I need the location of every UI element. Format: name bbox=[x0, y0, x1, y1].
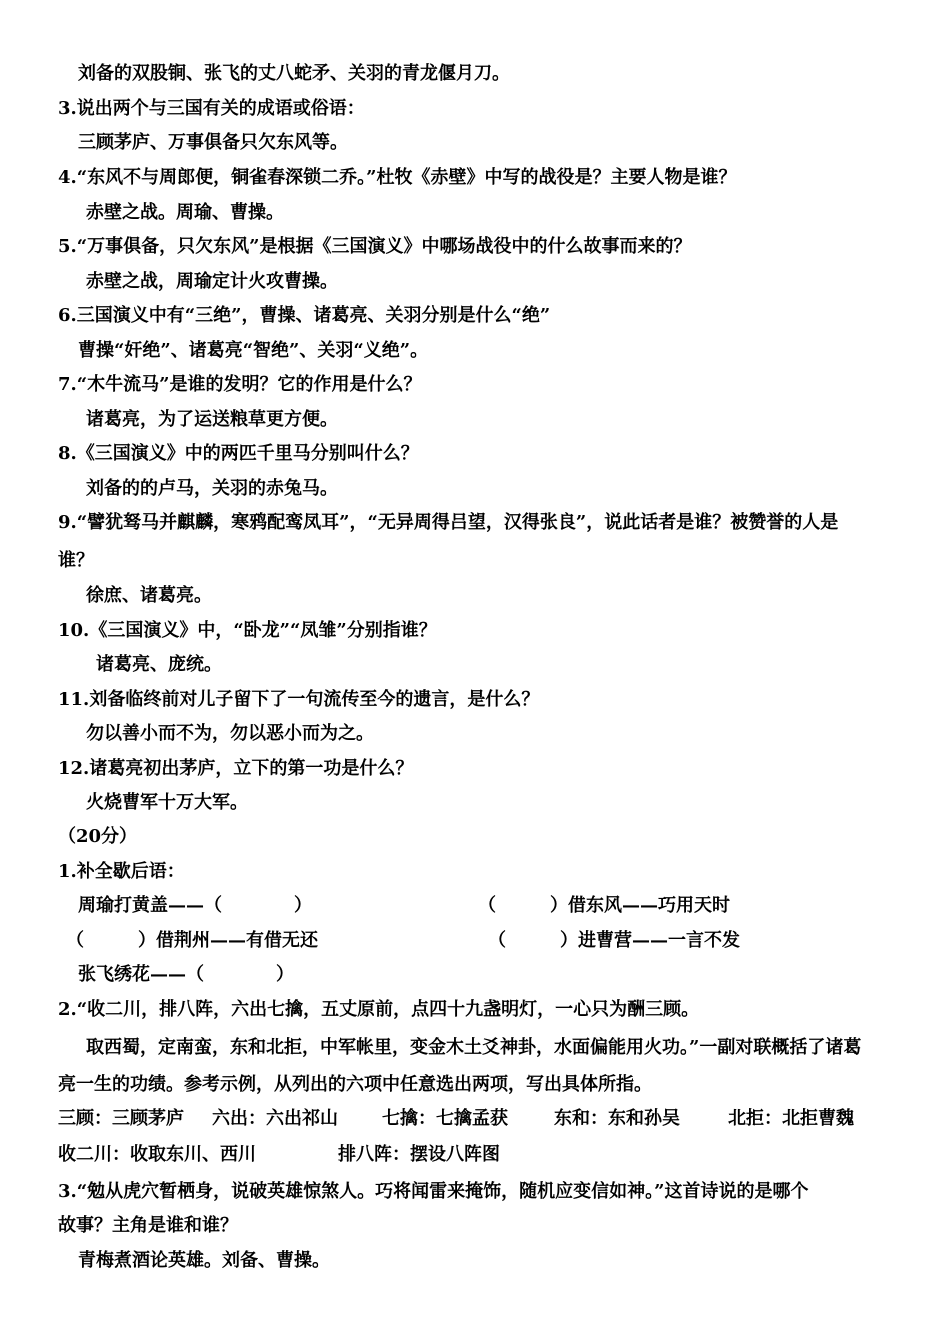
answer-4: 赤壁之战。周瑜、曹操。 bbox=[86, 202, 284, 223]
question-6: 6.三国演义中有“三绝”，曹操、诸葛亮、关羽分别是什么“绝” bbox=[58, 305, 551, 326]
xiehouyu-item: （ ）借东风——巧用天时 bbox=[478, 895, 730, 916]
question-12: 12.诸葛亮初出茅庐，立下的第一功是什么？ bbox=[58, 758, 414, 779]
question-9-continued: 谁？ bbox=[58, 550, 94, 571]
xiehouyu-item: 张飞绣花——（ ） bbox=[78, 964, 294, 985]
part2-question-2: 2.“收二川，排八阵，六出七擒，五丈原前，点四十九盏明灯，一心只为酬三顾。 bbox=[58, 999, 700, 1020]
example-item: 东和：东和孙吴 bbox=[554, 1108, 680, 1129]
answer-6: 曹操“奸绝”、诸葛亮“智绝”、关羽“义绝”。 bbox=[78, 340, 429, 361]
question-5: 5.“万事俱备，只欠东风”是根据《三国演义》中哪场战役中的什么故事而来的？ bbox=[58, 236, 692, 257]
answer-11: 勿以善小而不为，勿以恶小而为之。 bbox=[86, 723, 374, 744]
example-item: 收二川：收取东川、西川 bbox=[58, 1144, 256, 1165]
answer-10: 诸葛亮、庞统。 bbox=[96, 654, 222, 675]
part2-question-1: 1.补全歇后语： bbox=[58, 861, 185, 882]
example-item: 排八阵：摆设八阵图 bbox=[338, 1144, 500, 1165]
answer-7: 诸葛亮，为了运送粮草更方便。 bbox=[86, 409, 338, 430]
answer-5: 赤壁之战，周瑜定计火攻曹操。 bbox=[86, 271, 338, 292]
example-item: 三顾：三顾茅庐 bbox=[58, 1108, 184, 1129]
example-item: 北拒：北拒曹魏 bbox=[728, 1108, 854, 1129]
xiehouyu-item: 周瑜打黄盖——（ ） bbox=[78, 895, 312, 916]
xiehouyu-item: （ ）借荆州——有借无还 bbox=[66, 930, 318, 951]
question-4: 4.“东风不与周郎便，铜雀春深锁二乔。”杜牧《赤壁》中写的战役是？主要人物是谁？ bbox=[58, 167, 737, 188]
example-item: 七擒：七擒孟获 bbox=[382, 1108, 508, 1129]
part2-question-3-continued: 故事？主角是谁和谁？ bbox=[58, 1215, 238, 1236]
question-11: 11.刘备临终前对儿子留下了一句流传至今的遗言，是什么？ bbox=[58, 689, 540, 710]
question-3: 3.说出两个与三国有关的成语或俗语： bbox=[58, 98, 365, 119]
answer-9: 徐庶、诸葛亮。 bbox=[86, 585, 212, 606]
answer-3: 三顾茅庐、万事俱备只欠东风等。 bbox=[78, 132, 348, 153]
answer-8: 刘备的的卢马，关羽的赤兔马。 bbox=[86, 478, 338, 499]
part2-question-3: 3.“勉从虎穴暂栖身，说破英雄惊煞人。巧将闻雷来掩饰，随机应变信如神。”这首诗说的是哪个 bbox=[58, 1181, 809, 1202]
couplet-instruction: 亮一生的功绩。参考示例，从列出的六项中任意选出两项，写出具体所指。 bbox=[58, 1074, 652, 1095]
question-9: 9.“譬犹驽马并麒麟，寒鸦配鸾凤耳”，“无异周得吕望，汉得张良”，说此话者是谁？被赞誉的人是 bbox=[58, 512, 839, 533]
question-10: 10.《三国演义》中，“卧龙”“凤雏”分别指谁？ bbox=[58, 620, 437, 641]
answer-line: 刘备的双股锏、张飞的丈八蛇矛、关羽的青龙偃月刀。 bbox=[78, 63, 510, 84]
section-score: （20分） bbox=[58, 826, 138, 847]
example-item: 六出：六出祁山 bbox=[212, 1108, 338, 1129]
part2-answer-3: 青梅煮酒论英雄。刘备、曹操。 bbox=[78, 1250, 330, 1271]
question-8: 8.《三国演义》中的两匹千里马分别叫什么？ bbox=[58, 443, 419, 464]
xiehouyu-item: （ ）进曹营——一言不发 bbox=[488, 930, 740, 951]
answer-12: 火烧曹军十万大军。 bbox=[86, 792, 248, 813]
couplet-line: 取西蜀，定南蛮，东和北拒，中军帐里，变金木土爻神卦，水面偏能用火功。”一副对联概括了诸葛 bbox=[86, 1037, 862, 1058]
question-7: 7.“木牛流马”是谁的发明？它的作用是什么？ bbox=[58, 374, 422, 395]
